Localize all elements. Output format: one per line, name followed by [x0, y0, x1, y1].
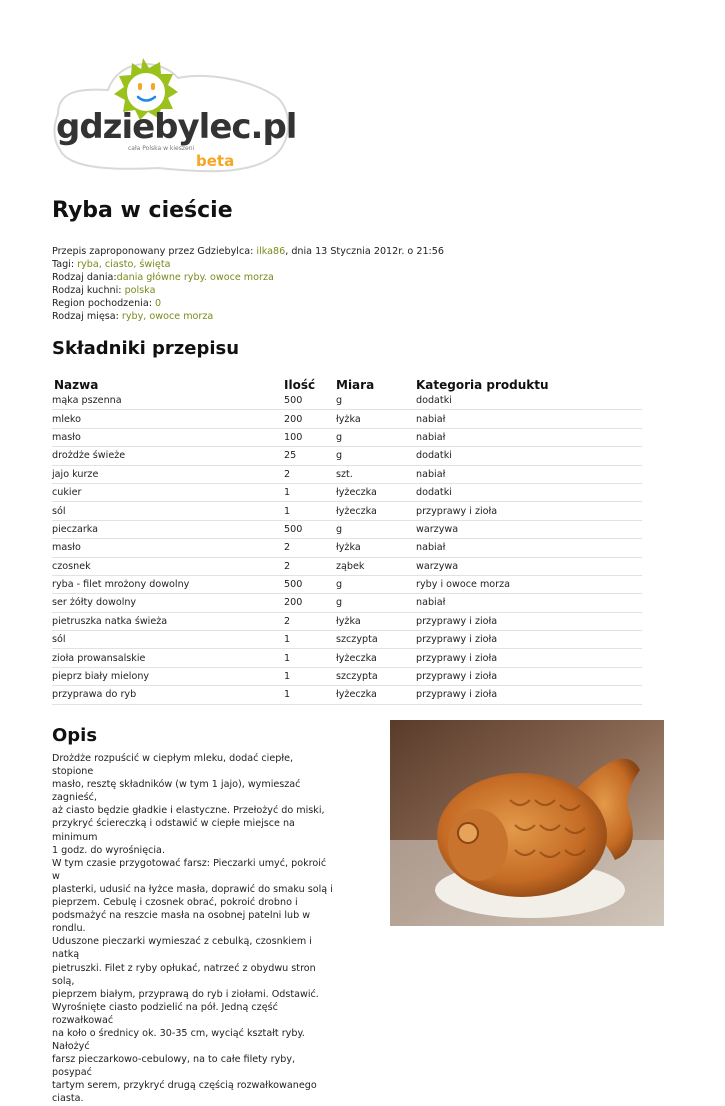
description-line: 1 godz. do wyrośnięcia.: [52, 844, 165, 856]
ingredient-category: dodatki: [416, 483, 642, 501]
table-row: [52, 539, 642, 557]
ingredient-measure: g: [336, 392, 416, 410]
table-row: [52, 667, 642, 685]
ingredient-category: przyprawy i zioła: [416, 667, 642, 685]
ingredient-quantity: 200: [284, 594, 336, 612]
ingredient-measure: szczypta: [336, 667, 416, 685]
ingredient-category: dodatki: [416, 392, 642, 410]
ingredient-quantity: 100: [284, 428, 336, 446]
ingredient-name: czosnek: [52, 557, 284, 575]
table-row: [52, 520, 642, 538]
description-line: Drożdże rozpuścić w ciepłym mleku, dodać ciepłe, stopione: [52, 753, 294, 778]
ingredient-measure: łyżeczka: [336, 686, 416, 704]
column-header-name: Nazwa: [54, 378, 99, 392]
description-line: Uduszone pieczarki wymieszać z cebulką, czosnkiem i natką: [52, 936, 312, 961]
description-line: W tym czasie przygotować farsz: Pieczarki umyć, pokroić w: [52, 857, 327, 882]
ingredient-measure: łyżeczka: [336, 483, 416, 501]
column-header-measure: Miara: [336, 378, 375, 392]
ingredient-category: warzywa: [416, 557, 642, 575]
logo-beta-badge: beta: [196, 152, 235, 170]
table-row: [52, 428, 642, 446]
ingredients-body: [52, 392, 642, 704]
description-line: tartym serem, przykryć drugą częścią rozwałkowanego ciasta.: [52, 1080, 317, 1105]
table-row: [52, 649, 642, 667]
table-row: [52, 594, 642, 612]
ingredient-measure: szczypta: [336, 631, 416, 649]
ingredient-measure: łyżka: [336, 539, 416, 557]
table-row: [52, 686, 642, 704]
recipe-title: Ryba w cieście: [52, 198, 233, 223]
column-header-quantity: Ilość: [284, 378, 316, 392]
ingredient-measure: g: [336, 428, 416, 446]
ingredient-name: cukier: [52, 483, 284, 501]
table-row: [52, 612, 642, 630]
ingredient-category: przyprawy i zioła: [416, 502, 642, 520]
ingredient-name: pieczarka: [52, 520, 284, 538]
ingredient-quantity: 1: [284, 667, 336, 685]
ingredient-quantity: 2: [284, 465, 336, 483]
meta-region-line: [52, 297, 444, 310]
ingredient-measure: g: [336, 594, 416, 612]
dish-link[interactable]: dania główne ryby. owoce morza: [116, 272, 274, 284]
logo-brand-text: gdziebylec.pl: [56, 107, 297, 147]
ingredient-category: przyprawy i zioła: [416, 649, 642, 667]
meta-cuisine-label: Rodzaj kuchni:: [52, 285, 125, 297]
table-row: [52, 631, 642, 649]
ingredient-category: nabiał: [416, 428, 642, 446]
ingredient-name: mąka pszenna: [52, 392, 284, 410]
ingredient-name: jajo kurze: [52, 465, 284, 483]
ingredient-category: nabiał: [416, 594, 642, 612]
ingredient-quantity: 500: [284, 392, 336, 410]
ingredient-quantity: 2: [284, 539, 336, 557]
ingredient-measure: łyżeczka: [336, 649, 416, 667]
ingredient-name: masło: [52, 539, 284, 557]
meta-author-line: [52, 245, 444, 258]
description-line: masło, resztę składników (w tym 1 jajo), wymieszać zagnieść,: [52, 779, 301, 804]
meta-tags-label: Tagi:: [52, 259, 78, 271]
ingredient-measure: szt.: [336, 465, 416, 483]
baked-fish-bread-icon: [390, 720, 664, 926]
table-row: [52, 502, 642, 520]
ingredient-measure: łyżka: [336, 612, 416, 630]
meta-meat-line: [52, 310, 444, 323]
meta-dish-line: [52, 271, 444, 284]
table-row: [52, 575, 642, 593]
ingredient-quantity: 1: [284, 502, 336, 520]
column-header-category: Kategoria produktu: [416, 378, 549, 392]
ingredient-quantity: 1: [284, 649, 336, 667]
ingredient-category: ryby i owoce morza: [416, 575, 642, 593]
meta-region-label: Region pochodzenia:: [52, 298, 156, 310]
ingredient-quantity: 1: [284, 483, 336, 501]
ingredient-quantity: 25: [284, 447, 336, 465]
ingredient-measure: łyżka: [336, 410, 416, 428]
ingredient-name: sól: [52, 502, 284, 520]
ingredient-name: ryba - filet mrożony dowolny: [52, 575, 284, 593]
meta-tags-line: [52, 258, 444, 271]
description-line: plasterki, udusić na łyżce masła, doprawić do smaku solą i: [52, 883, 333, 895]
ingredient-measure: łyżeczka: [336, 502, 416, 520]
description-line: pietruszki. Filet z ryby opłukać, natrzeć z obydwu stron solą,: [52, 962, 316, 987]
recipe-meta: [52, 245, 444, 324]
ingredient-name: drożdże świeże: [52, 447, 284, 465]
ingredient-name: zioła prowansalskie: [52, 649, 284, 667]
meat-link[interactable]: ryby, owoce morza: [121, 311, 214, 323]
description-text: [52, 752, 337, 1106]
table-row: [52, 557, 642, 575]
table-row: [52, 447, 642, 465]
ingredient-measure: g: [336, 447, 416, 465]
description-line: pieprzem. Cebulę i czosnek obrać, pokroić drobno i: [52, 897, 298, 909]
ingredient-name: przyprawa do ryb: [52, 686, 284, 704]
ingredient-measure: g: [336, 520, 416, 538]
ingredient-quantity: 2: [284, 557, 336, 575]
ingredient-name: masło: [52, 428, 284, 446]
meta-meat-label: Rodzaj mięsa:: [52, 311, 122, 323]
meta-dish-label: Rodzaj dania:: [52, 272, 117, 284]
site-logo[interactable]: [48, 52, 297, 177]
description-line: farsz pieczarkowo-cebulowy, na to całe filety ryby, posypać: [52, 1054, 296, 1079]
ingredient-name: pieprz biały mielony: [52, 667, 284, 685]
ingredients-header-row: [52, 376, 642, 392]
table-row: [52, 483, 642, 501]
ingredient-category: warzywa: [416, 520, 642, 538]
description-line: na koło o średnicy ok. 30-35 cm, wyciąć kształt ryby. Nałożyć: [52, 1027, 305, 1053]
ingredient-category: nabiał: [416, 410, 642, 428]
ingredient-quantity: 1: [284, 631, 336, 649]
ingredient-name: ser żółty dowolny: [52, 594, 284, 612]
tags-link[interactable]: ryba, ciasto, święta: [77, 259, 171, 271]
ingredient-category: przyprawy i zioła: [416, 631, 642, 649]
ingredient-measure: g: [336, 575, 416, 593]
ingredient-quantity: 2: [284, 612, 336, 630]
table-row: [52, 410, 642, 428]
region-link[interactable]: 0: [155, 298, 162, 310]
meta-cuisine-line: [52, 284, 444, 297]
logo-tagline: cała Polska w kieszeni: [128, 145, 195, 152]
description-line: podsmażyć na reszcie masła na osobnej patelni lub w rondlu.: [52, 910, 311, 935]
meta-proposed-label: Przepis zaproponowany przez Gdziebylca:: [52, 246, 257, 257]
table-row: [52, 465, 642, 483]
description-heading: Opis: [52, 725, 98, 746]
meta-date: , dnia 13 Stycznia 2012r. o 21:56: [285, 246, 444, 257]
ingredient-quantity: 500: [284, 575, 336, 593]
ingredient-name: mleko: [52, 410, 284, 428]
ingredient-category: nabiał: [416, 465, 642, 483]
ingredient-name: pietruszka natka świeża: [52, 612, 284, 630]
recipe-photo: [390, 720, 664, 926]
ingredients-heading: Składniki przepisu: [52, 338, 240, 359]
ingredient-category: przyprawy i zioła: [416, 612, 642, 630]
description-line: aż ciasto będzie gładkie i elastyczne. Przełożyć do miski,: [52, 805, 325, 817]
ingredient-category: przyprawy i zioła: [416, 686, 642, 704]
ingredient-quantity: 1: [284, 686, 336, 704]
ingredient-category: nabiał: [416, 539, 642, 557]
ingredient-quantity: 200: [284, 410, 336, 428]
ingredient-category: dodatki: [416, 447, 642, 465]
ingredient-quantity: 500: [284, 520, 336, 538]
ingredients-table: [52, 376, 642, 705]
table-row: [52, 392, 642, 410]
description-line: przykryć ściereczką i odstawić w ciepłe miejsce na minimum: [52, 818, 295, 843]
description-line: pieprzem białym, przyprawą do ryb i ziołami. Odstawić.: [52, 988, 319, 1000]
cuisine-link[interactable]: polska: [124, 285, 156, 297]
ingredient-measure: ząbek: [336, 557, 416, 575]
author-link[interactable]: ilka86: [256, 246, 286, 257]
description-line: Wyrośnięte ciasto podzielić na pół. Jedną część rozwałkować: [52, 1001, 278, 1026]
ingredient-name: sól: [52, 631, 284, 649]
